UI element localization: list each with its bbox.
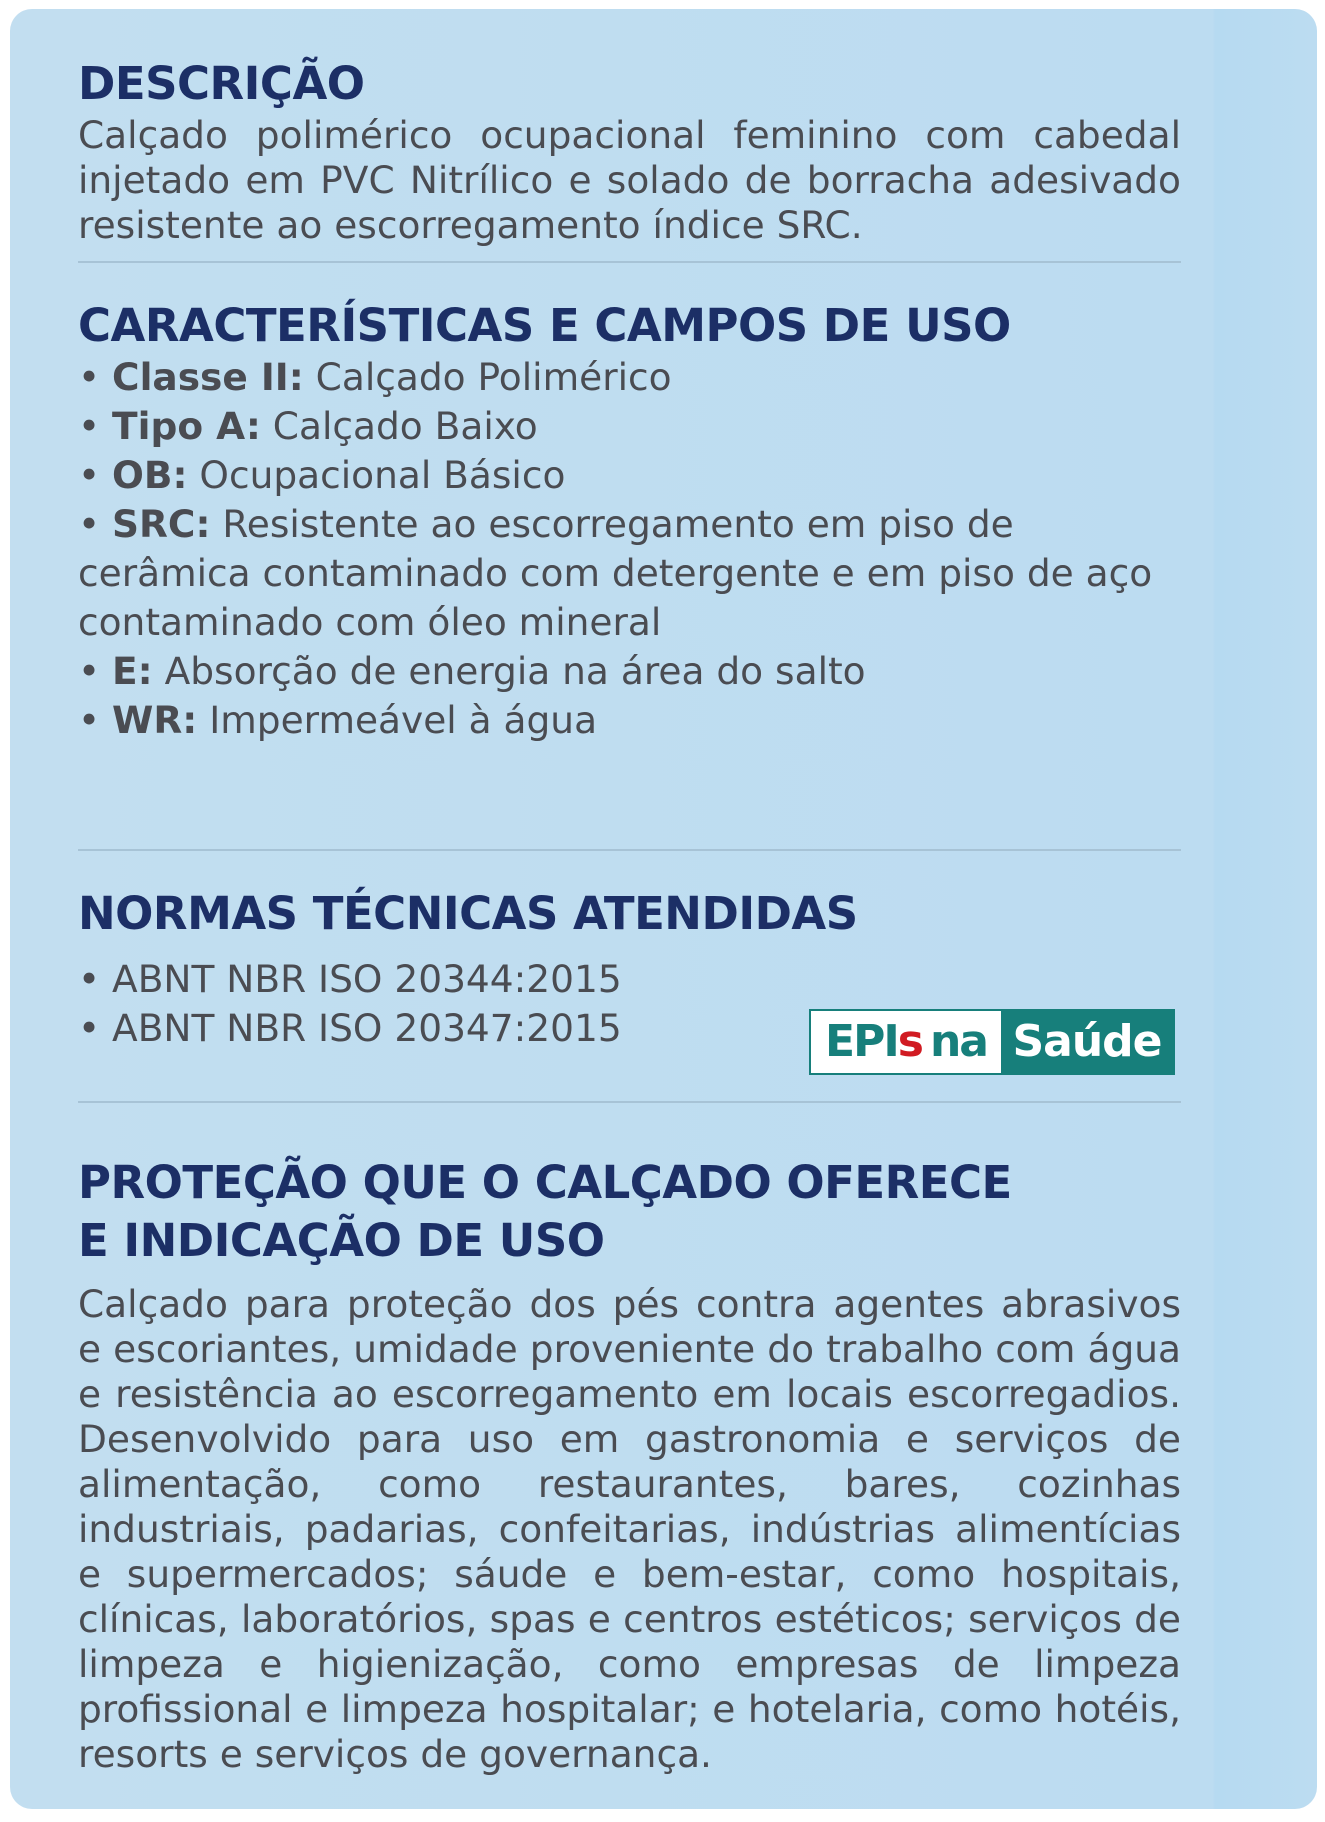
logo-s-text: s <box>897 1016 922 1067</box>
item-label: E: <box>112 649 153 693</box>
item-text: Ocupacional Básico <box>187 453 566 497</box>
info-card <box>10 9 1317 1809</box>
item-text: Resistente ao escorregamento em piso de cerâmica contaminado com detergente e em piso de aço contaminado com óleo mineral <box>78 502 1153 644</box>
item-label: OB: <box>112 453 188 497</box>
divider <box>78 261 1181 263</box>
list-item: • ABNT NBR ISO 20344:2015 <box>78 957 622 1001</box>
list-item <box>78 451 1181 500</box>
list-item <box>78 696 1181 745</box>
item-label: SRC: <box>112 502 211 546</box>
caracteristicas-heading: CARACTERÍSTICAS E CAMPOS DE USO <box>78 299 1011 352</box>
bullet: • <box>78 649 113 693</box>
list-item <box>78 402 1181 451</box>
logo-right-panel <box>1001 1011 1173 1073</box>
item-label: Classe II: <box>112 355 304 399</box>
epis-na-saude-logo <box>809 1009 1175 1075</box>
list-item <box>78 353 1181 402</box>
normas-heading: NORMAS TÉCNICAS ATENDIDAS <box>78 887 858 940</box>
protecao-text: Calçado para proteção dos pés contra agentes abrasivos e escoriantes, umidade proveniente do trabalho com água e resistência ao escorregamento em locais escorregadios. Desenvolvido para uso em gastronomia e serviços de alimentação, como restaurantes, bares, cozinhas industriais, padarias, confeitarias, indústrias alimentícias e supermercados; sáude e bem-estar, como hospitais, clínicas, laboratórios, spas e centros estéticos; serviços de limpeza e higienização, como empresas de limpeza profissional e limpeza hospitalar; e hotelaria, como hotéis, resorts e serviços de governança. <box>78 1282 1181 1776</box>
list-item <box>78 647 1181 696</box>
item-text: Calçado Polimérico <box>303 355 672 399</box>
divider <box>78 849 1181 851</box>
divider <box>78 1101 1181 1103</box>
list-item: • ABNT NBR ISO 20347:2015 <box>78 1006 622 1050</box>
item-label: Tipo A: <box>112 404 261 448</box>
logo-left-panel <box>811 1011 1001 1073</box>
bullet: • <box>78 698 113 742</box>
list-item <box>78 500 1181 647</box>
bullet: • <box>78 453 113 497</box>
protecao-heading-line1: PROTEÇÃO QUE O CALÇADO OFERECE <box>78 1156 1012 1209</box>
descricao-text: Calçado polimérico ocupacional feminino com cabedal injetado em PVC Nitrílico e solado de borracha adesivado resistente ao escorregamento índice SRC. <box>78 113 1181 247</box>
item-label: WR: <box>112 698 198 742</box>
logo-epi-text: EPI <box>825 1016 898 1067</box>
protecao-heading-line2: E INDICAÇÃO DE USO <box>78 1214 605 1267</box>
logo-saude-text: Saúde <box>1012 1016 1162 1067</box>
item-text: Impermeável à água <box>197 698 598 742</box>
item-text: Absorção de energia na área do salto <box>152 649 866 693</box>
logo-na-text: na <box>929 1016 987 1067</box>
bullet: • <box>78 404 113 448</box>
bullet: • <box>78 355 113 399</box>
item-text: Calçado Baixo <box>260 404 538 448</box>
bullet: • <box>78 502 113 546</box>
descricao-heading: DESCRIÇÃO <box>78 57 365 110</box>
caracteristicas-list <box>78 353 1181 745</box>
